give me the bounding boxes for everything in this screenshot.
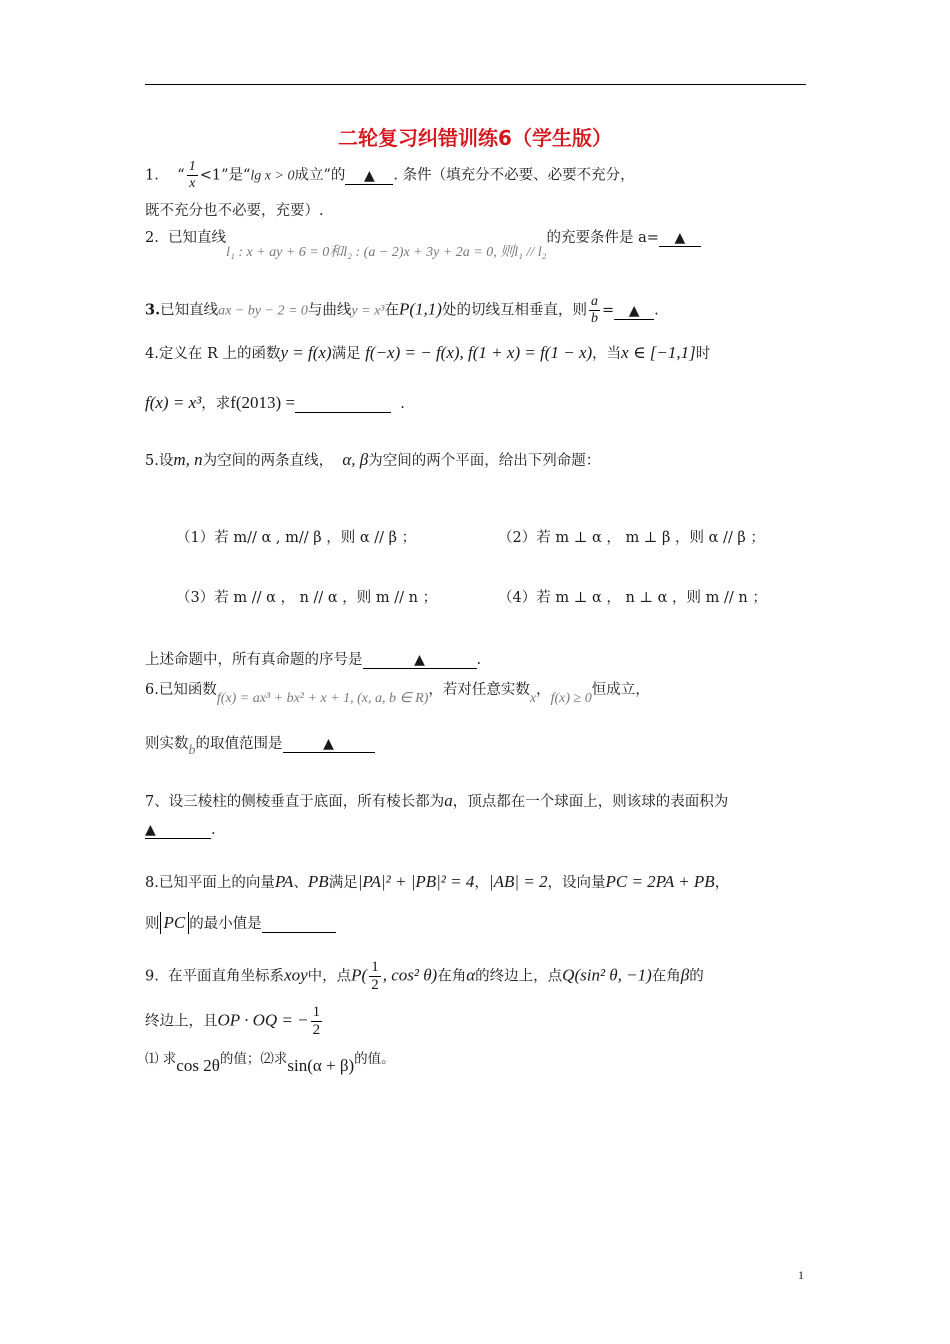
question-7: 7、设三棱柱的侧棱垂直于底面，所有棱长都为a，顶点都在一个球面上，则该球的表面积为	[145, 791, 729, 810]
question-7-line2: ▲ .	[145, 822, 216, 838]
header-rule	[145, 84, 806, 85]
question-6-line2: 则实数b的取值范围是 ▲	[145, 734, 375, 755]
question-6: 6.已知函数f(x) = ax³ + bx² + x + 1, (x, a, b ∈ R)，若对任意实数x，f(x) ≥ 0恒成立，	[145, 682, 650, 706]
question-1-line2: 既不充分也不必要，充要）.	[145, 203, 324, 219]
question-5: 5.设m, n为空间的两条直线， α, β为空间的两个平面，给出下列命题：	[145, 450, 601, 469]
question-5-answer-line: 上述命题中，所有真命题的序号是 ▲ .	[145, 652, 482, 668]
proposition-2: （2）若 m ⊥ α ， m ⊥ β ，则 α // β ；	[498, 530, 765, 546]
answer-blank[interactable]: ▲	[614, 303, 654, 320]
question-9-line2: 终边上，且OP · OQ = − $\frac{1}{2}$	[145, 1004, 321, 1038]
answer-blank[interactable]	[295, 396, 391, 413]
question-9-subparts: ⑴ 求cos 2θ的值；⑵求sin(α + β)的值。	[145, 1051, 395, 1075]
answer-blank[interactable]: ▲	[363, 652, 477, 669]
question-1: 1. “ $\frac{1}{x}$ <1”是“lg x > 0成立”的 ▲ . 条件（填充分不必要、必要不充分，	[145, 159, 635, 191]
proposition-3: （3）若 m // α ， n // α ，则 m // n ；	[176, 590, 438, 606]
answer-blank[interactable]: ▲	[283, 736, 375, 753]
question-3: 3.已知直线ax − by − 2 = 0与曲线y = x³在P(1,1)处的切线互相垂直，则 $\frac{a}{b}$ = ▲ .	[145, 294, 659, 326]
question-8: 8.已知平面上的向量PA、PB满足|PA|² + |PB|² = 4，|AB| = 2，设向量PC = 2PA + PB，	[145, 872, 730, 891]
question-4: 4.定义在 R 上的函数y = f(x)满足 f(−x) = − f(x), f(1 + x) = f(1 − x)，当x ∈ [−1,1]时	[145, 343, 711, 362]
proposition-4: （4）若 m ⊥ α ， n ⊥ α ，则 m // n ；	[498, 590, 767, 606]
answer-blank[interactable]: ▲	[345, 168, 393, 185]
answer-blank[interactable]	[262, 916, 336, 933]
q1-fraction: $\frac{1}{x}$	[188, 159, 196, 191]
q3-fraction: $\frac{a}{b}$	[590, 294, 598, 326]
q9-dot-fraction: $\frac{1}{2}$	[312, 1004, 321, 1038]
answer-blank[interactable]: ▲	[659, 230, 701, 247]
proposition-1: （1）若 m// α , m// β ，则 α // β ；	[176, 530, 417, 546]
question-2: 2. 已知直线l₁ : x + ay + 6 = 0和l₂ : (a − 2)x + 3y + 2a = 0, 则l₁ // l₂的充要条件是 a= ▲	[145, 228, 701, 249]
page-number: 1	[798, 1268, 804, 1282]
question-4-line2: f(x) = x³，求f(2013) = .	[145, 393, 405, 412]
answer-blank[interactable]: ▲	[145, 822, 211, 839]
q9-half-fraction: $\frac{1}{2}$	[371, 959, 379, 993]
q2-formula: l₁ : x + ay + 6 = 0和l₂ : (a − 2)x + 3y + 2a = 0, 则l₁ // l₂	[226, 245, 547, 260]
page-title: 二轮复习纠错训练6（学生版）	[338, 126, 612, 150]
question-8-line2: 则 PC 的最小值是	[145, 912, 336, 934]
question-9: 9. 在平面直角坐标系xoy中，点P( $\frac{1}{2}$ , cos² θ)在角α的终边上，点Q(sin² θ, −1)在角β的	[145, 959, 704, 993]
